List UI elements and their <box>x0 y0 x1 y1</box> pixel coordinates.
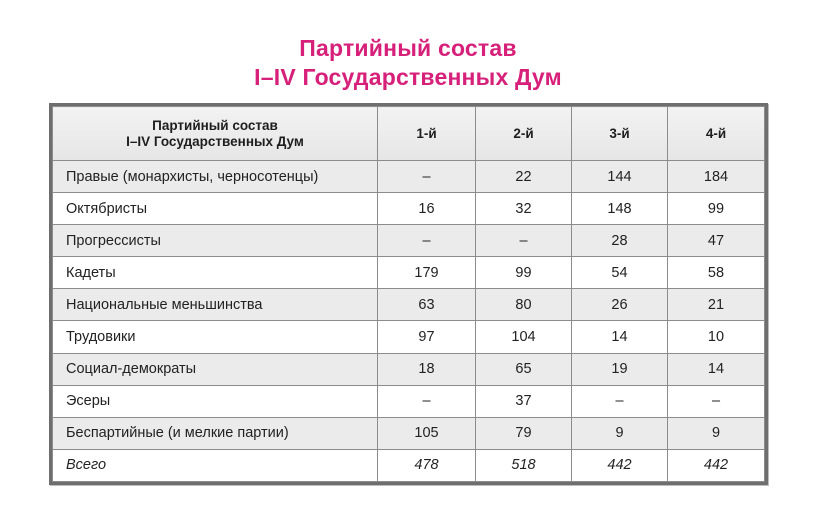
seat-count: 79 <box>476 417 572 449</box>
header-party-column <box>53 107 378 161</box>
total-count: 478 <box>378 449 476 481</box>
header-duma-1: 1-й <box>378 107 476 161</box>
seat-count: 99 <box>476 257 572 289</box>
seat-count: 26 <box>572 289 668 321</box>
page-title-line-2: I–IV Государственных Дум <box>254 64 562 90</box>
total-label: Всего <box>53 449 378 481</box>
seat-count: 14 <box>572 321 668 353</box>
party-name: Кадеты <box>53 257 378 289</box>
seat-count: 22 <box>476 161 572 193</box>
seat-count: – <box>476 225 572 257</box>
header-duma-2: 2-й <box>476 107 572 161</box>
table-row <box>53 161 765 193</box>
total-row <box>53 449 765 481</box>
table-row <box>53 225 765 257</box>
seat-count: 37 <box>476 385 572 417</box>
seat-count: 97 <box>378 321 476 353</box>
party-name: Беспартийные (и мелкие партии) <box>53 417 378 449</box>
table <box>52 106 765 482</box>
table-row <box>53 193 765 225</box>
seat-count: 104 <box>476 321 572 353</box>
seat-count: 184 <box>668 161 765 193</box>
seat-count: 21 <box>668 289 765 321</box>
page-title-line-1: Партийный состав <box>299 35 517 61</box>
seat-count: 58 <box>668 257 765 289</box>
seat-count: 80 <box>476 289 572 321</box>
seat-count: – <box>572 385 668 417</box>
seat-count: 179 <box>378 257 476 289</box>
table-row <box>53 321 765 353</box>
party-name: Эсеры <box>53 385 378 417</box>
table-row <box>53 417 765 449</box>
seat-count: 65 <box>476 353 572 385</box>
table-row <box>53 385 765 417</box>
party-name: Правые (монархисты, черносотенцы) <box>53 161 378 193</box>
total-count: 442 <box>572 449 668 481</box>
seat-count: 19 <box>572 353 668 385</box>
party-name: Трудовики <box>53 321 378 353</box>
total-count: 442 <box>668 449 765 481</box>
seat-count: 9 <box>572 417 668 449</box>
header-party-line-1: Партийный состав <box>152 117 278 133</box>
seat-count: 10 <box>668 321 765 353</box>
seat-count: 105 <box>378 417 476 449</box>
seat-count: 47 <box>668 225 765 257</box>
party-name: Национальные меньшинства <box>53 289 378 321</box>
header-duma-4: 4-й <box>668 107 765 161</box>
header-duma-3: 3-й <box>572 107 668 161</box>
header-row <box>53 107 765 161</box>
party-name: Прогрессисты <box>53 225 378 257</box>
seat-count: 16 <box>378 193 476 225</box>
seat-count: 32 <box>476 193 572 225</box>
table-row <box>53 353 765 385</box>
seat-count: – <box>378 225 476 257</box>
seat-count: 54 <box>572 257 668 289</box>
page-title <box>0 34 816 92</box>
party-name: Октябристы <box>53 193 378 225</box>
seat-count: 14 <box>668 353 765 385</box>
seat-count: – <box>378 161 476 193</box>
total-count: 518 <box>476 449 572 481</box>
seat-count: 63 <box>378 289 476 321</box>
table-row <box>53 257 765 289</box>
seat-count: 28 <box>572 225 668 257</box>
header-party-line-2: I–IV Государственных Дум <box>126 133 304 149</box>
seat-count: 144 <box>572 161 668 193</box>
table-row <box>53 289 765 321</box>
seat-count: 148 <box>572 193 668 225</box>
duma-composition-table <box>49 103 768 485</box>
seat-count: 99 <box>668 193 765 225</box>
seat-count: – <box>668 385 765 417</box>
seat-count: 9 <box>668 417 765 449</box>
seat-count: 18 <box>378 353 476 385</box>
party-name: Социал-демократы <box>53 353 378 385</box>
seat-count: – <box>378 385 476 417</box>
